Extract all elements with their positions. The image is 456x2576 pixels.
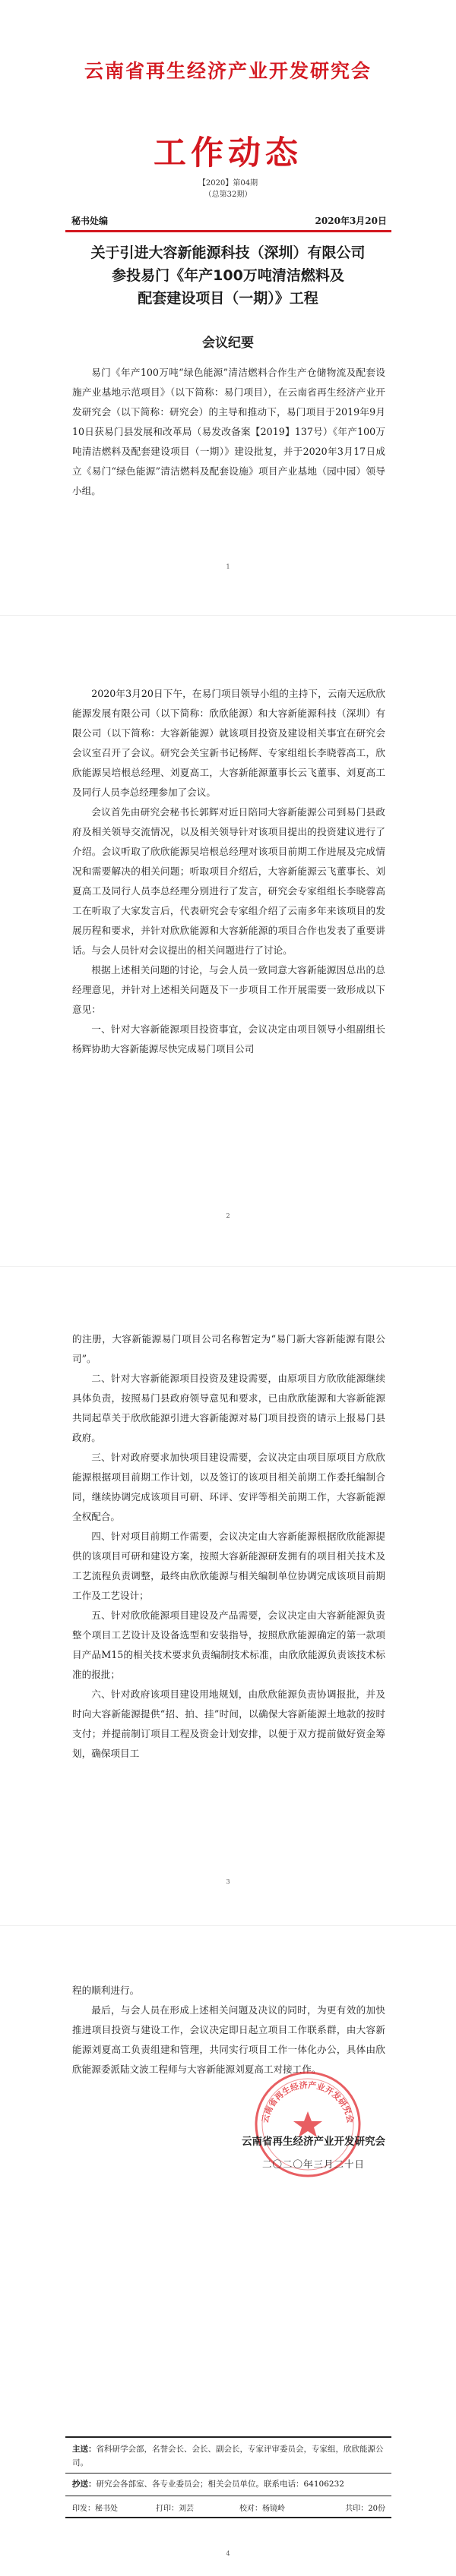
footer-send-block <box>72 2442 385 2470</box>
page-number: 1 <box>226 563 230 570</box>
title-line: 参投易门《年产100万吨清洁燃料及 <box>112 267 344 284</box>
cc-label: 抄送： <box>72 2480 97 2489</box>
document-subtitle: 会议纪要 <box>202 336 254 351</box>
page-2 <box>0 615 456 1266</box>
page-number: 2 <box>226 1212 230 1219</box>
body-section-1 <box>72 363 385 501</box>
footer-top-rule <box>65 2436 391 2438</box>
office-label: 秘书处编 <box>71 216 109 226</box>
page-3 <box>0 1266 456 1925</box>
total-issue-number: （总第32期） <box>204 191 252 199</box>
bulletin-title: 工作动态 <box>154 134 302 172</box>
proofreader-label: 校对：杨镜岭 <box>239 2505 285 2513</box>
paragraph: 最后，与会人员在形成上述相关问题及决议的同时，为更有效的加快推进项目投资与建设工作，会议决定即日起立项目工作联系群，由大容新能源刘夏高工负责组建和管理，共同实行项目工作一体化办公，具体由欣欣能源委派陆文波工程师与大容新能源刘夏高工对接工作。 <box>72 2004 385 2075</box>
typist-label: 打印：刘芸 <box>156 2505 194 2513</box>
paragraph: 易门《年产100万吨“绿色能源”清洁燃料合作生产仓储物流及配套设施产业基地示范项目》（以下简称：易门项目），在云南省再生经济产业开发研究会（以下简称：研究会）的主导和推动下，易门项目于2019年9月10日获易门县发展和改革局（易发改备案【2019】137号）《年产100万吨清洁燃料及配套建设项目（一期）》建设批复，并于2020年3月17日成立《易门“绿色能源”清洁燃料及配套设施》项目产业基地（园中园）领导小组。 <box>72 367 385 497</box>
footer-mid-rule <box>65 2473 391 2474</box>
paragraph: 一、针对大容新能源项目投资事宜，会议决定由项目领导小组副组长杨辉协助大容新能源尽快完成易门项目公司 <box>72 1023 385 1055</box>
page-number: 4 <box>226 2550 230 2557</box>
footer-bottom-rule <box>65 2517 391 2518</box>
send-label: 主送： <box>72 2445 97 2454</box>
title-line: 关于引进大容新能源科技（深圳）有限公司 <box>90 244 366 261</box>
seal-text: 云南省再生经济产业开发研究会 <box>260 2079 356 2124</box>
paragraph: 根据上述相关问题的讨论，与会人员一致同意大容新能源因总出的总经理意见，并针对上述相关问题及下一步项目工作开展需要一致形成以下意见： <box>72 964 385 1015</box>
paragraph: 五、针对欣欣能源项目建设及产品需要，会议决定由大容新能源负责整个项目工艺设计及设备选型和安装指导，按照欣欣能源确定的第一款项目产品M15的相关技术要求负责编制技术标准，由欣欣能源负责该技术标准的报批； <box>72 1610 385 1680</box>
paragraph: 的注册，大容新能源易门项目公司名称暂定为“易门新大容新能源有限公司”。 <box>72 1333 385 1364</box>
body-section-2 <box>72 684 385 1059</box>
issue-number: 【2020】第04期 <box>198 179 258 188</box>
footer-cc-block <box>72 2477 385 2491</box>
signature-date: 二〇二〇年三月二十日 <box>262 2158 366 2170</box>
organization-header: 云南省再生经济产业开发研究会 <box>84 60 372 82</box>
page-4 <box>0 1925 456 2576</box>
body-section-4 <box>72 1981 385 2079</box>
paragraph: 程的顺利进行。 <box>72 1985 140 1996</box>
printer-label: 印发：秘书处 <box>72 2505 118 2513</box>
paragraph: 四、针对项目前期工作需要，会议决定由大容新能源根据欣欣能源提供的该项目可研和建设方案，按照大容新能源研发拥有的项目相关技术及工艺流程负责调整，最终由欣欣能源与相关编制单位协调完成该项目前期工作及工艺设计； <box>72 1531 385 1601</box>
signature-organization: 云南省再生经济产业开发研究会 <box>242 2136 385 2148</box>
paragraph: 二、针对大容新能源项目投资及建设需要，由原项目方欣欣能源继续具体负责，按照易门县政府领导意见和要求，已由欣欣能源和大容新能源共同起草关于欣欣能源引进大容新能源对易门项目投资的请示上报易门县政府。 <box>72 1373 385 1443</box>
page-1 <box>0 0 456 615</box>
send-text: 省科研学会部，名誉会长、会长、副会长，专家评审委员会，专家组，欣欣能源公司。 <box>72 2445 384 2467</box>
cc-text: 研究会各部室、各专业委员会；相关会员单位。联系电话：64106232 <box>96 2480 344 2489</box>
page-number: 3 <box>226 1878 230 1885</box>
document-title <box>76 241 380 310</box>
paragraph: 三、针对政府要求加快项目建设需要，会议决定由项目原项目方欣欣能源根据项目前期工作计划，以及签订的该项目相关前期工作委托编制合同，继续协调完成该项目可研、环评、安评等相关前期工作，大容新能源全权配合。 <box>72 1452 385 1522</box>
paragraph: 会议首先由研究会秘书长郭辉对近日陪同大容新能源公司到易门县政府及相关领导交流情况，以及相关领导针对该项目提出的投资建议进行了介绍。会议听取了欣欣能源吴培根总经理对该项目前期工作进展及完成情况和需要解决的相关问题；听取项目介绍后，大容新能源云飞董事长、刘夏高工及同行人员李总经理分别进行了发言，研究会专家组组长李晓蓉高工在听取了大家发言后，代表研究会专家组介绍了云南多年来该项目的发展历程和要求，并针对欣欣能源和大容新能源的项目合作也发表了重要讲话。与会人员针对会议提出的相关问题进行了讨论。 <box>72 806 385 956</box>
paragraph: 2020年3月20日下午，在易门项目领导小组的主持下，云南天远欣欣能源发展有限公司（以下简称：欣欣能源）和大容新能源科技（深圳）有限公司（以下简称：大容新能源）就该项目投资及建设相关事宜在研究会会议室召开了会议。研究会关宝新书记杨辉、专家组组长李晓蓉高工，欣欣能源吴培根总经理、刘夏高工，大容新能源董事长云飞董事、刘夏高工及同行人员李总经理参加了会议。 <box>72 688 385 798</box>
issue-date: 2020年3月20日 <box>315 216 387 226</box>
body-section-3 <box>72 1329 385 1764</box>
red-divider <box>65 230 391 232</box>
title-line: 配套建设项目（一期）》工程 <box>138 290 318 307</box>
paragraph: 六、针对政府该项目建设用地规划，由欣欣能源负责协调报批，并及时向大容新能源提供“招、拍、挂”时间，以确保大容新能源土地款的按时支付；并提前制订项目工程及资金计划安排，以便于双方提前做好资金筹划，确保项目工 <box>72 1688 385 1759</box>
copies-label: 共印：20份 <box>345 2505 385 2513</box>
